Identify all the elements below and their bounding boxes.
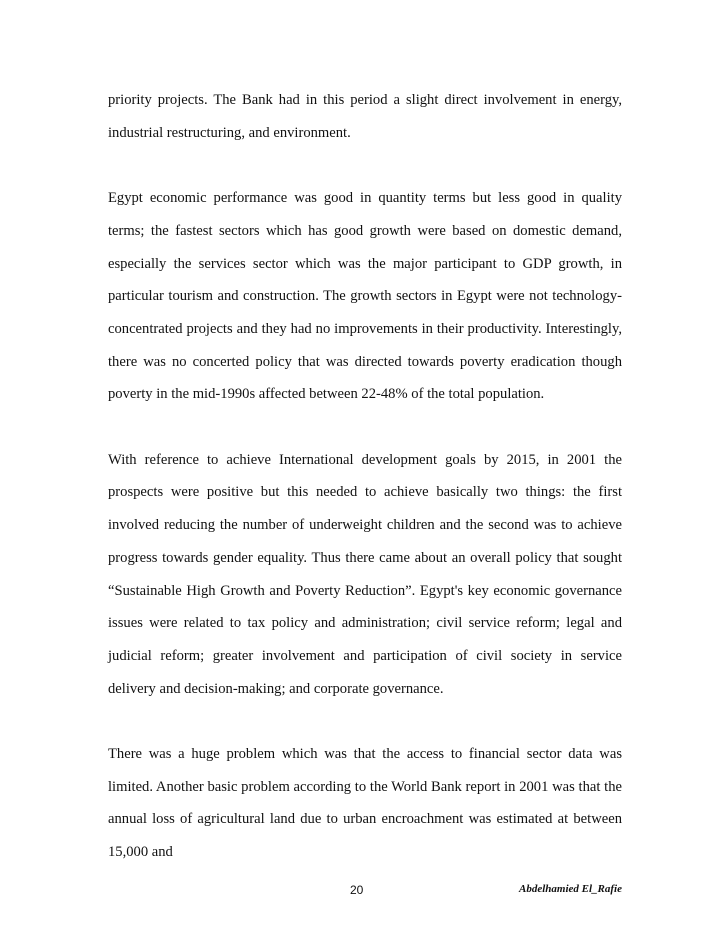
page-number: 20 [350, 883, 364, 897]
paragraph-2: Egypt economic performance was good in quantity terms but less good in quality terms; the fastest sectors which has good growth were based on domestic demand, especially the services sector which was the major participant to GDP growth, in particular tourism and construction. The growth sectors in Egypt were not technology-concentrated projects and they had no improvements in their productivity. Interestingly, there was no concerted policy that was directed towards poverty eradication though poverty in the mid-1990s affected between 22-48% of the total population. [108, 190, 622, 403]
paragraph-3: With reference to achieve International development goals by 2015, in 2001 the prospects were positive but this needed to achieve basically two things: the first involved reducing the number of underweight children and the second was to achieve progress towards gender equality. Thus there came about an overall policy that sought “Sustainable High Growth and Poverty Reduction”. Egypt's key economic governance issues were related to tax policy and administration; civil service reform; legal and judicial reform; greater involvement and participation of civil society in service delivery and decision-making; and corporate governance. [108, 451, 622, 697]
footer-author: Abdelhamied El_Rafie [519, 883, 622, 895]
paragraph-4: There was a huge problem which was that the access to financial sector data was limited. Another basic problem according to the World Bank report in 2001 was that the annual loss of agricultural land due to urban encroachment was estimated at between 15,000 and [108, 746, 622, 861]
body-text [108, 84, 622, 902]
paragraph-1: priority projects. The Bank had in this period a slight direct involvement in energy, industrial restructuring, and environment. [108, 92, 622, 141]
